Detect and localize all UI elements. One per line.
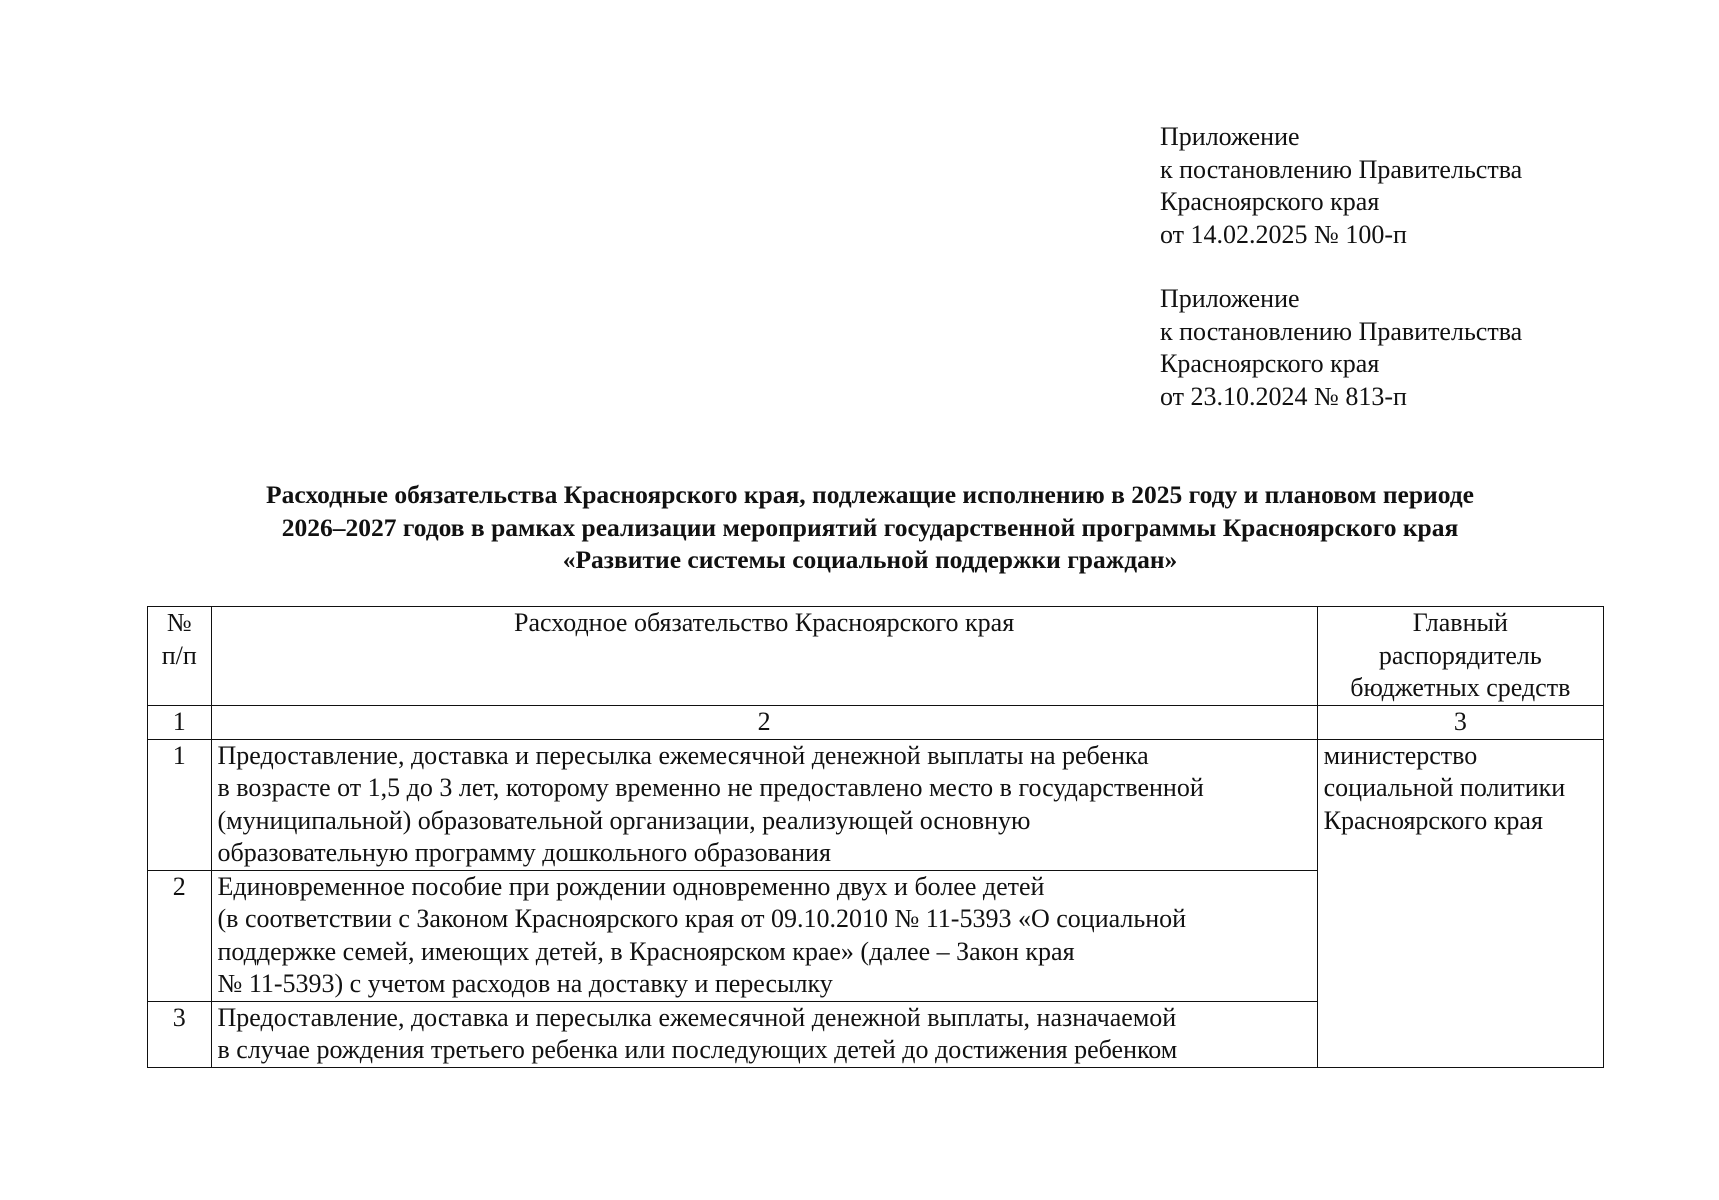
title-line: 2026–2027 годов в рамках реализации мероприятий государственной программы Красноярского края [281,512,1459,542]
appendix-line: от 14.02.2025 № 100-п [1160,219,1407,249]
appendix-line: Приложение [1160,122,1300,151]
appendix-line: к постановлению Правительства [1160,154,1523,184]
row-obligation-text: Предоставление, доставка и пересылка ежемесячной денежной выплаты на ребенка в возрасте от 1,5 до 3 лет, которому временно не предоставлено место в государственной (муниципальной) образовательной организации, реализующей основную образовательную программу дошкольного образования [211,739,1317,870]
row-administrator: министерство социальной политики Красноярского края [1317,739,1603,1067]
title-line: «Развитие системы социальной поддержки граждан» [562,545,1178,574]
appendix-line: Приложение [1160,284,1300,313]
table-header-row [148,607,1604,706]
column-number: 1 [148,706,212,740]
row-obligation-text: Предоставление, доставка и пересылка ежемесячной денежной выплаты, назначаемой в случае рождения третьего ребенка или последующих детей до достижения ребенком [211,1001,1317,1067]
appendix-block-current [1160,121,1680,251]
appendix-line: от 23.10.2024 № 813-п [1160,381,1407,411]
document-title [150,479,1590,577]
header-administrator: Главный распорядитель бюджетных средств [1317,607,1603,706]
column-number: 3 [1317,706,1603,740]
row-num: 1 [148,739,212,870]
appendix-line: Красноярского края [1160,187,1380,216]
table-row [148,739,1604,870]
title-line: Расходные обязательства Красноярского края, подлежащие исполнению в 2025 году и плановом периоде [266,480,1474,509]
row-num: 2 [148,870,212,1001]
row-obligation-text: Единовременное пособие при рождении одновременно двух и более детей (в соответствии с Законом Красноярского края от 09.10.2010 № 11-5393 «О социальной поддержке семей, имеющих детей, в Красноярском крае» (далее – Закон края № 11-5393) с учетом расходов на доставку и пересылку [211,870,1317,1001]
header-obligation: Расходное обязательство Красноярского края [211,607,1317,706]
obligations-table [147,606,1604,1068]
column-number: 2 [211,706,1317,740]
row-num: 3 [148,1001,212,1067]
header-num: № п/п [148,607,212,706]
appendix-line: к постановлению Правительства [1160,316,1523,346]
column-number-row [148,706,1604,740]
appendix-block-original [1160,283,1680,413]
appendix-line: Красноярского края [1160,349,1380,378]
